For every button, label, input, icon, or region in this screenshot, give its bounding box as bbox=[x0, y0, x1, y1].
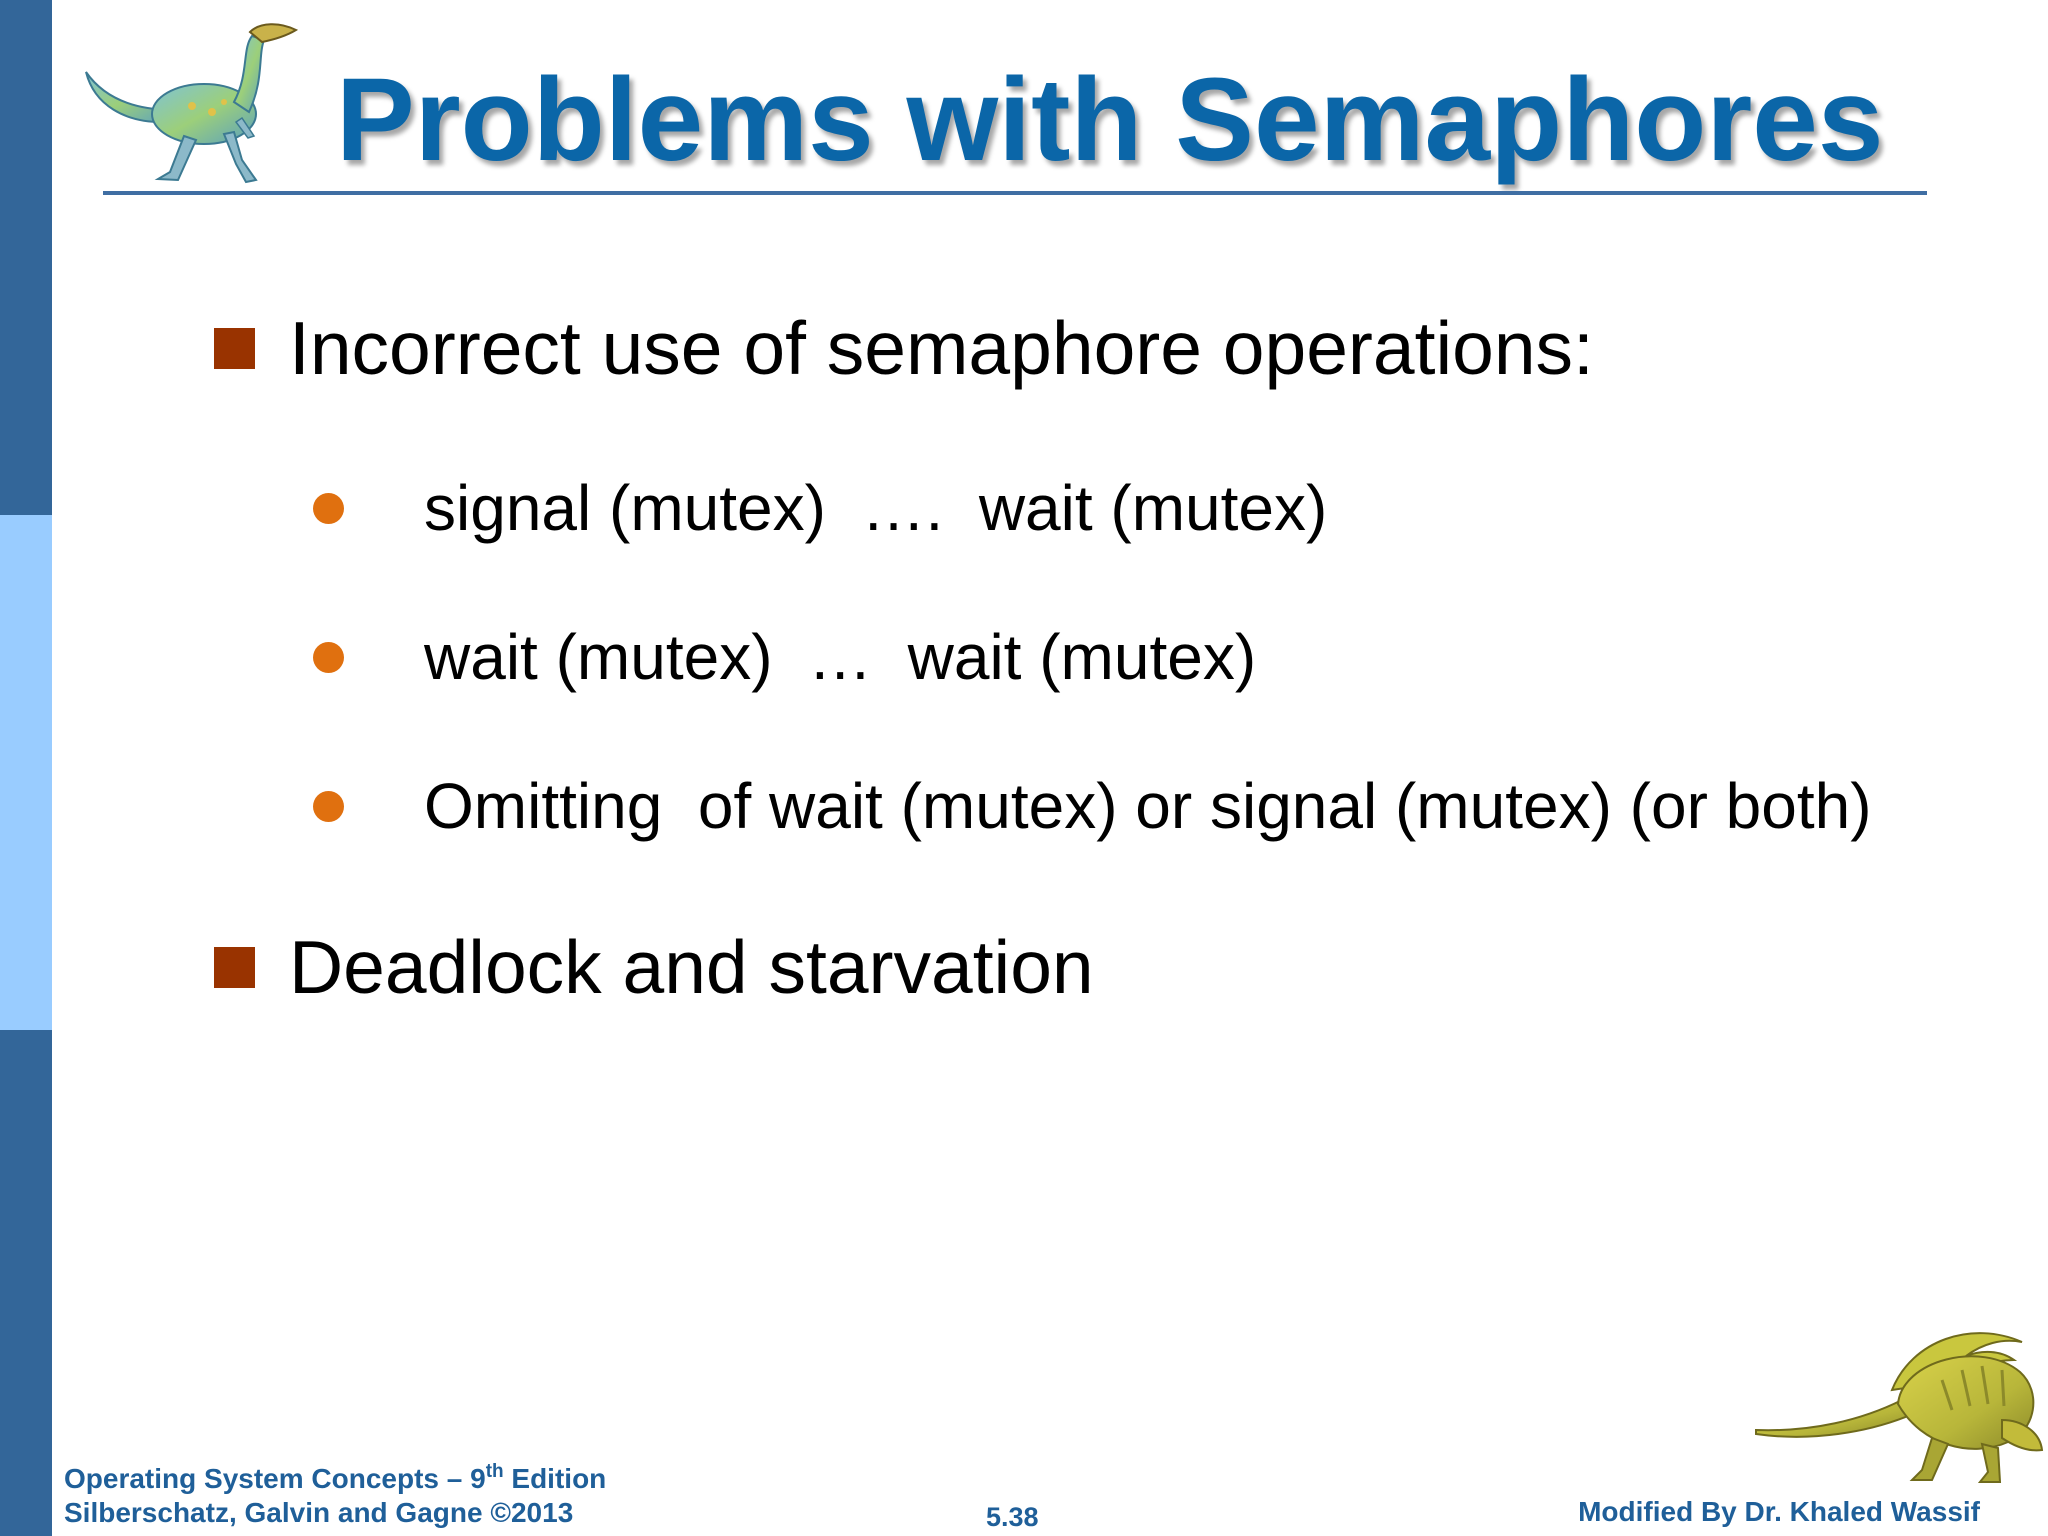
bullet-level1 bbox=[214, 922, 1094, 1012]
footer-book-title-sup: th bbox=[485, 1461, 504, 1482]
footer-book-title-suffix: Edition bbox=[503, 1463, 607, 1494]
round-bullet-icon bbox=[313, 642, 344, 673]
bullet-level1 bbox=[214, 303, 1594, 393]
slide-title: Problems with Semaphores bbox=[336, 54, 1884, 186]
bullet-level2 bbox=[313, 617, 1256, 697]
bullet-text: wait (mutex) … wait (mutex) bbox=[424, 621, 1257, 693]
dinosaur-bottom-icon bbox=[1752, 1320, 2048, 1486]
footer-book-title-prefix: Operating System Concepts – 9 bbox=[64, 1463, 486, 1494]
footer-book-info bbox=[64, 1462, 606, 1530]
square-bullet-icon bbox=[214, 947, 255, 988]
footer-book-title bbox=[64, 1462, 606, 1496]
square-bullet-icon bbox=[214, 328, 255, 369]
bullet-level2 bbox=[313, 766, 1872, 846]
bullet-text: Omitting of wait (mutex) or signal (mutex) (or both) bbox=[424, 770, 1872, 842]
round-bullet-icon bbox=[313, 493, 344, 524]
bullet-text: Deadlock and starvation bbox=[289, 925, 1094, 1009]
bullet-level2 bbox=[313, 468, 1327, 548]
footer-authors: Silberschatz, Galvin and Gagne ©2013 bbox=[64, 1497, 574, 1528]
bullet-text: Incorrect use of semaphore operations: bbox=[289, 306, 1594, 390]
bullet-text: signal (mutex) …. wait (mutex) bbox=[424, 472, 1328, 544]
footer-modified-by: Modified By Dr. Khaled Wassif bbox=[1578, 1496, 1980, 1527]
round-bullet-icon bbox=[313, 791, 344, 822]
slide-number: 5.38 bbox=[986, 1502, 1039, 1532]
